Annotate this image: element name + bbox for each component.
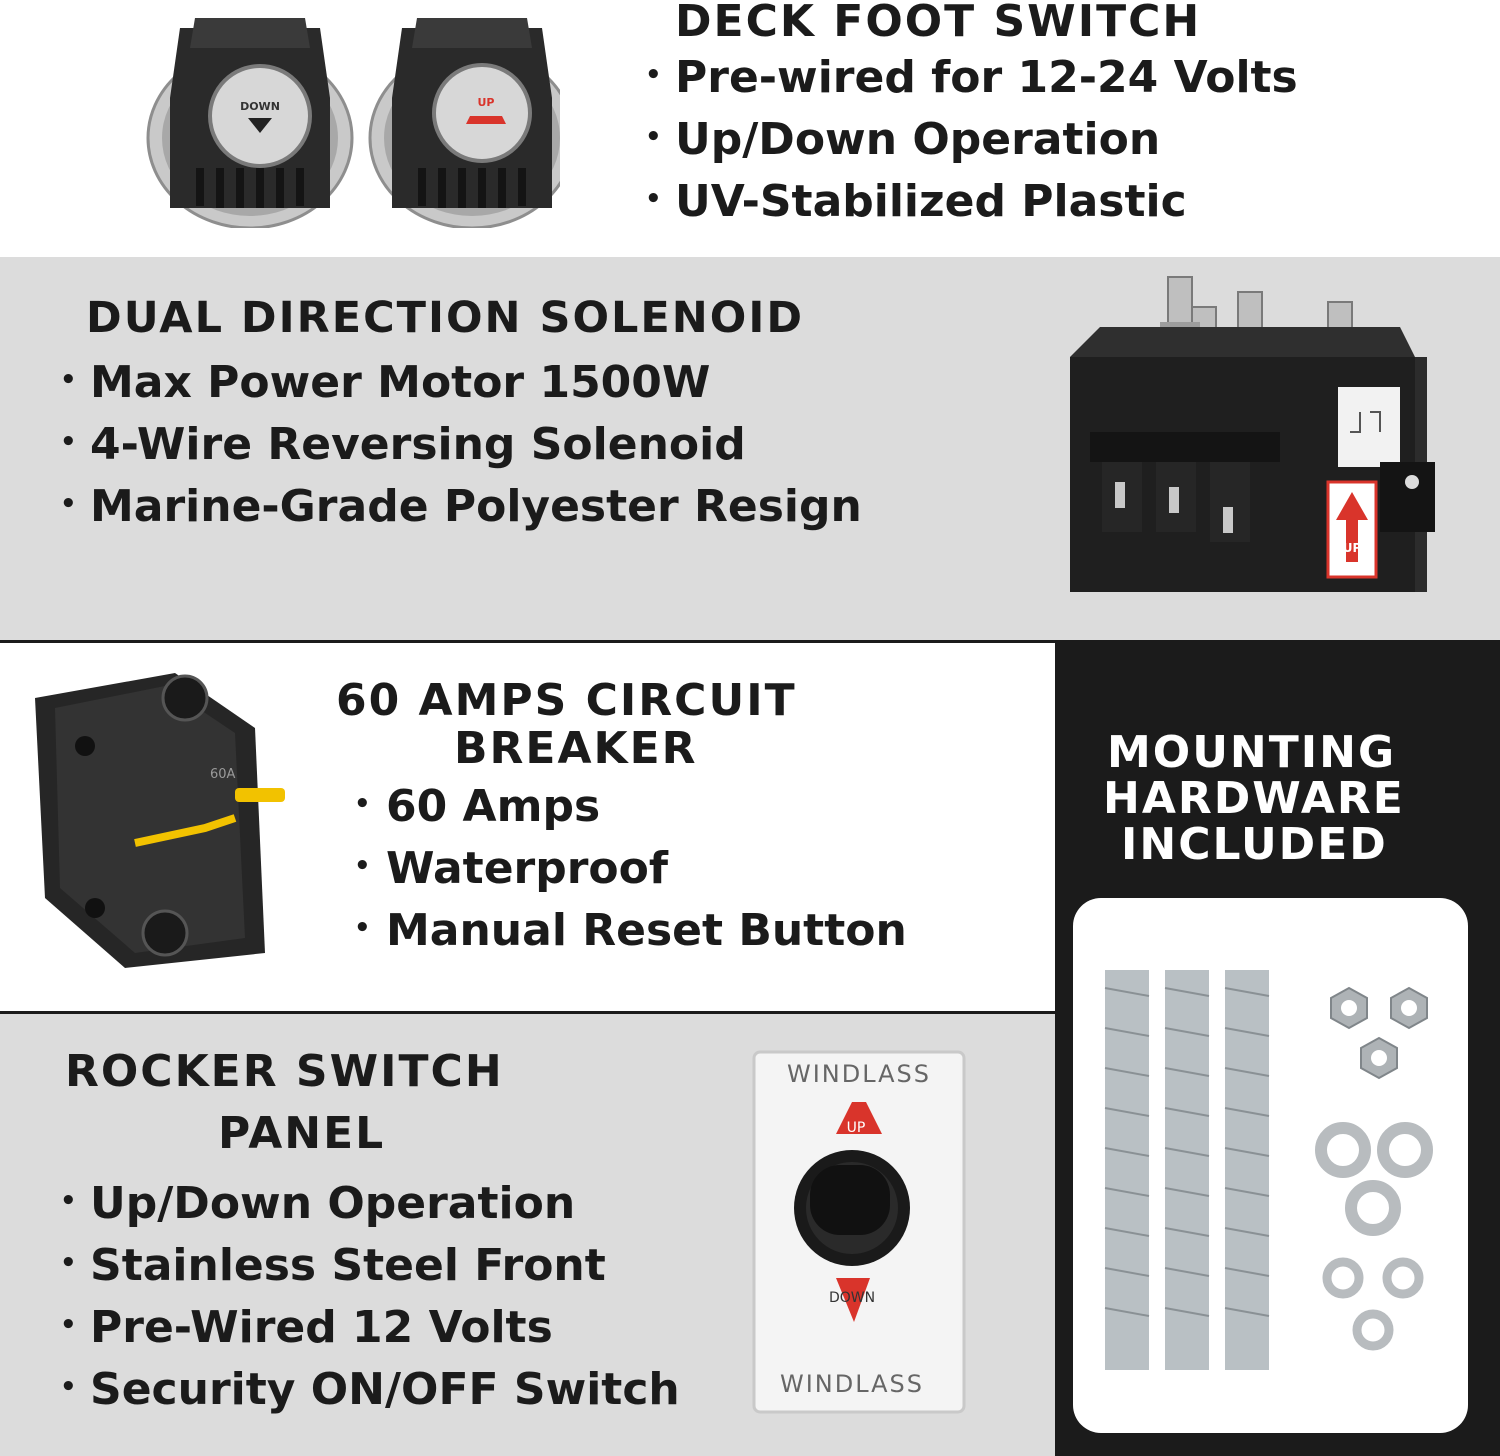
solenoid-heading: DUAL DIRECTION SOLENOID <box>86 293 805 343</box>
mounting-heading-line1: MOUNTING <box>1107 727 1397 778</box>
bullet-dot: • <box>60 489 77 519</box>
rocker-switch-plate-illustration <box>752 1050 968 1416</box>
rocker-bullets <box>60 1178 680 1415</box>
bullet-item: • Up/Down Operation <box>645 114 1161 165</box>
mounting-hardware-section <box>1055 643 1500 1456</box>
foot-switch-illustration <box>140 8 560 228</box>
bullet-item: • Up/Down Operation <box>60 1178 576 1229</box>
bullet-dot: • <box>60 1372 77 1402</box>
svg-text:UP: UP <box>477 96 495 109</box>
flat-washers <box>1321 1128 1427 1230</box>
hardware-panel <box>1073 898 1468 1433</box>
lock-washers <box>1327 1262 1419 1346</box>
svg-text:WINDLASS: WINDLASS <box>779 1370 925 1398</box>
threaded-rods <box>1105 970 1269 1370</box>
bullet-item: • Stainless Steel Front <box>60 1240 606 1291</box>
svg-text:DOWN: DOWN <box>828 1290 876 1306</box>
svg-text:DOWN: DOWN <box>240 100 280 113</box>
bullet-dot: • <box>645 122 662 152</box>
bullet-item: • 60 Amps <box>354 781 601 832</box>
solenoid-bullets <box>60 357 862 532</box>
foot-switch-down <box>148 18 352 228</box>
rocker-switch-section <box>0 1014 1055 1456</box>
bullet-item: • UV-Stabilized Plastic <box>645 176 1187 227</box>
svg-text:UP: UP <box>846 1120 866 1136</box>
hardware-illustration <box>1073 898 1468 1433</box>
bullet-dot: • <box>60 1186 77 1216</box>
bullet-dot: • <box>354 851 371 881</box>
solenoid-section <box>0 257 1500 640</box>
bullet-dot: • <box>645 184 662 214</box>
svg-text:WINDLASS: WINDLASS <box>786 1060 932 1088</box>
bullet-item: • Security ON/OFF Switch <box>60 1364 680 1415</box>
deck-foot-switch-section <box>0 0 1500 257</box>
solenoid-illustration <box>1060 272 1440 612</box>
bullet-dot: • <box>354 789 371 819</box>
bullet-dot: • <box>60 1310 77 1340</box>
bullet-item: • 4-Wire Reversing Solenoid <box>60 419 746 470</box>
rocker-heading-line2: PANEL <box>218 1108 386 1159</box>
bullet-dot: • <box>645 60 662 90</box>
circuit-breaker-illustration <box>25 668 295 973</box>
circuit-breaker-section <box>0 643 1055 1011</box>
bullet-dot: • <box>60 1248 77 1278</box>
deck-foot-switch-bullets <box>645 52 1298 227</box>
svg-text:UP: UP <box>1342 541 1362 555</box>
bullet-dot: • <box>60 365 77 395</box>
bullet-item: • Pre-wired for 12-24 Volts <box>645 52 1298 103</box>
mounting-heading-line3: INCLUDED <box>1121 819 1388 870</box>
bullet-item: • Manual Reset Button <box>354 905 907 956</box>
bullet-item: • Pre-Wired 12 Volts <box>60 1302 553 1353</box>
circuit-breaker-heading-line1: 60 AMPS CIRCUIT <box>336 675 797 726</box>
bullet-dot: • <box>60 427 77 457</box>
deck-foot-switch-heading: DECK FOOT SWITCH <box>675 0 1202 47</box>
circuit-breaker-heading-line2: BREAKER <box>454 723 698 774</box>
bullet-item: • Waterproof <box>354 843 669 894</box>
foot-switch-up <box>370 18 560 228</box>
bullet-dot: • <box>354 913 371 943</box>
rocker-heading-line1: ROCKER SWITCH <box>65 1046 504 1097</box>
circuit-breaker-bullets <box>354 781 907 956</box>
svg-text:60A: 60A <box>210 767 236 782</box>
mounting-heading-line2: HARDWARE <box>1103 773 1405 824</box>
bullet-item: • Max Power Motor 1500W <box>60 357 711 408</box>
bullet-item: • Marine-Grade Polyester Resign <box>60 481 862 532</box>
